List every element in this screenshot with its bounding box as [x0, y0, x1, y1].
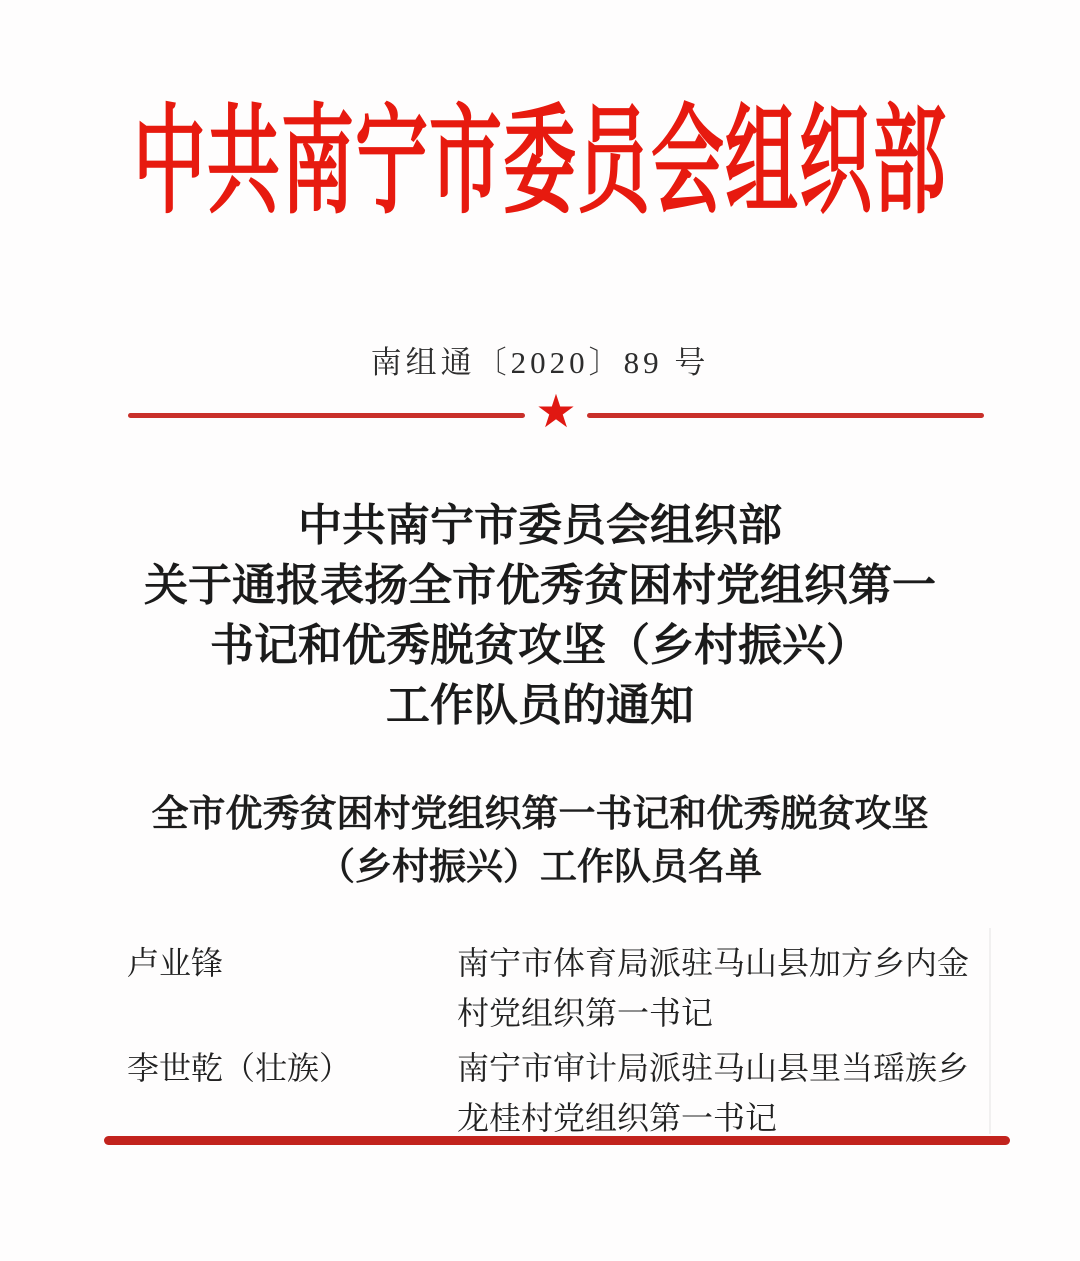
notice-title-line-2: 关于通报表扬全市优秀贫困村党组织第一	[144, 561, 936, 610]
roster-row	[127, 938, 1010, 1038]
bottom-rule	[104, 1136, 1010, 1145]
roster-row	[127, 1043, 1010, 1143]
masthead	[0, 96, 1080, 228]
notice-title-line-4: 工作队员的通知	[386, 681, 694, 730]
notice-title	[0, 496, 1080, 736]
notice-title-line-3: 书记和优秀脱贫攻坚（乡村振兴）	[210, 621, 870, 670]
star-divider	[128, 386, 984, 437]
notice-title-line-1: 中共南宁市委员会组织部	[298, 501, 782, 550]
star-icon: ★	[535, 386, 577, 437]
divider-line-right	[587, 413, 984, 418]
document-number: 南组通〔2020〕89 号	[370, 345, 710, 380]
roster-position: 南宁市体育局派驻马山县加方乡内金村党组织第一书记	[457, 945, 970, 1031]
masthead-title: 中共南宁市委员会组织部	[133, 96, 947, 228]
roster-name: 卢业锋	[127, 945, 224, 981]
roster	[127, 938, 1010, 1143]
list-title	[0, 788, 1080, 894]
roster-position: 南宁市审计局派驻马山县里当瑶族乡龙桂村党组织第一书记	[457, 1050, 970, 1136]
divider-line-left	[128, 413, 525, 418]
list-title-line-2: （乡村振兴）工作队员名单	[318, 847, 762, 888]
list-title-line-1: 全市优秀贫困村党组织第一书记和优秀脱贫攻坚	[151, 794, 929, 835]
scan-crease-artifact	[989, 928, 991, 1134]
roster-name: 李世乾（壮族）	[127, 1050, 352, 1086]
